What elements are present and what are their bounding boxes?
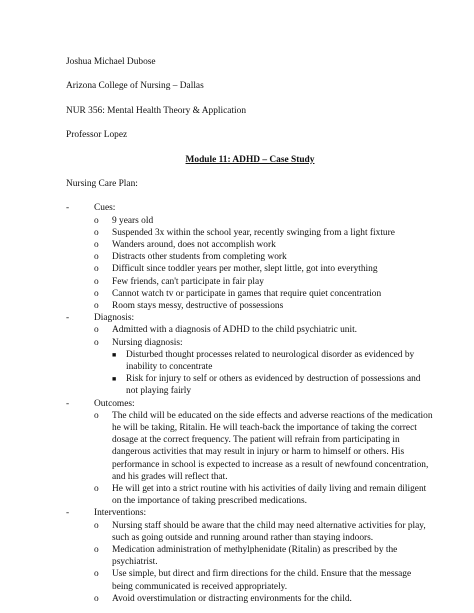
circle-bullet: o: [94, 215, 99, 226]
document-title: Module 11: ADHD – Case Study: [185, 154, 315, 165]
circle-bullet: o: [94, 325, 99, 336]
list-item: [66, 593, 434, 605]
list-item: [66, 544, 434, 568]
section-label: Diagnosis:: [94, 313, 135, 324]
sub-list-item: [66, 373, 434, 397]
list-item: [66, 251, 434, 263]
square-bullet: ■: [112, 375, 117, 384]
dash-bullet: -: [66, 203, 70, 214]
list-item: [66, 300, 434, 312]
list-item-text: He will get into a strict routine with his activities of daily living and remain diligent on the importance of taking prescribed medications.: [112, 484, 427, 507]
list-item-text: Cannot watch tv or participate in games that require quiet concentration: [112, 288, 382, 299]
list-item: [66, 568, 434, 592]
list-item: [66, 410, 434, 483]
list-item-text: Nursing diagnosis:: [112, 337, 183, 348]
circle-bullet: o: [94, 288, 99, 299]
section-interventions: [66, 507, 434, 519]
dash-bullet: -: [66, 508, 70, 519]
circle-bullet: o: [94, 276, 99, 287]
list-item: [66, 239, 434, 251]
list-item: [66, 324, 434, 336]
student-name: Joshua Michael Dubose: [66, 57, 156, 67]
circle-bullet: o: [94, 227, 99, 238]
circle-bullet: o: [94, 569, 99, 580]
list-item-text: Few friends, can't participate in fair play: [112, 276, 264, 287]
circle-bullet: o: [94, 239, 99, 250]
professor-name: Professor Lopez: [66, 130, 128, 141]
list-item-text: Nursing staff should be aware that the child may need alternative activities for play, such as going outside and running around rather than staying indoors.: [112, 520, 426, 543]
care-plan-label: Nursing Care Plan:: [66, 178, 138, 189]
square-bullet: ■: [112, 350, 117, 359]
circle-bullet: o: [94, 410, 99, 421]
circle-bullet: o: [94, 337, 99, 348]
dash-bullet: -: [66, 398, 70, 409]
dash-bullet: -: [66, 313, 70, 324]
section-outcomes: [66, 398, 434, 410]
section-diagnosis: [66, 312, 434, 324]
list-item-text: Distracts other students from completing work: [112, 252, 287, 263]
sub-list-item-text: Risk for injury to self or others as evidenced by destruction of possessions and not playing fairly: [126, 374, 421, 397]
course-name: NUR 356: Mental Health Theory & Application: [66, 105, 247, 116]
section-label: Outcomes:: [94, 398, 135, 409]
list-item-text: Use simple, but direct and firm directions for the child. Ensure that the message being communicated is received appropriately.: [112, 569, 412, 592]
list-item-text: Suspended 3x within the school year, recently swinging from a light fixture: [112, 227, 395, 238]
school-name: Arizona College of Nursing – Dallas: [66, 81, 204, 92]
section-label: Interventions:: [94, 508, 147, 519]
circle-bullet: o: [94, 300, 99, 311]
circle-bullet: o: [94, 484, 99, 495]
list-item-text: The child will be educated on the side effects and adverse reactions of the medication he will be taking, Ritalin. He will teach-back the importance of taking the correct dosage at the correct frequency. The patient will refrain from participating in dangerous activities that may result in injury or harm to himself or others. His performance in school is expected to increase as a result of newfound concentration, and his grades will reflect that.: [112, 410, 433, 482]
circle-bullet: o: [94, 252, 99, 263]
list-item: [66, 276, 434, 288]
list-item-text: Wanders around, does not accomplish work: [112, 239, 276, 250]
list-item: [66, 337, 434, 349]
circle-bullet: o: [94, 545, 99, 556]
section-cues: [66, 202, 434, 214]
list-item: [66, 483, 434, 507]
circle-bullet: o: [94, 520, 99, 531]
list-item-text: 9 years old: [112, 215, 154, 226]
list-item-text: Admitted with a diagnosis of ADHD to the child psychiatric unit.: [112, 325, 358, 336]
list-item: [66, 288, 434, 300]
list-item: [66, 263, 434, 275]
list-item: [66, 520, 434, 544]
section-label: Cues:: [94, 203, 116, 214]
sub-list-item-text: Disturbed thought processes related to neurological disorder as evidenced by inability to concentrate: [126, 349, 415, 372]
circle-bullet: o: [94, 264, 99, 275]
list-item-text: Avoid overstimulation or distracting environments for the child.: [112, 593, 352, 604]
list-item-text: Room stays messy, destructive of possessions: [112, 300, 284, 311]
list-item: [66, 215, 434, 227]
sub-list-item: [66, 349, 434, 373]
list-item-text: Medication administration of methylphenidate (Ritalin) as prescribed by the psychiatrist.: [112, 545, 398, 568]
circle-bullet: o: [94, 593, 99, 604]
list-item: [66, 227, 434, 239]
list-item-text: Difficult since toddler years per mother, slept little, got into everything: [112, 264, 378, 275]
